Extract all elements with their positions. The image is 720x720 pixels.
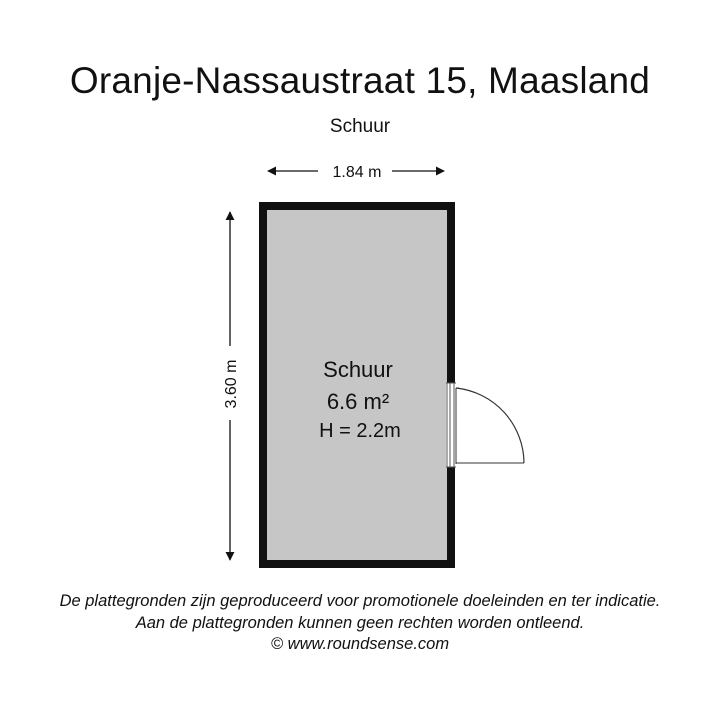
room-schuur [259, 202, 524, 568]
room-floor [267, 210, 447, 560]
height-label: 3.60 m [223, 359, 240, 409]
room-height: H = 2.2m [319, 420, 401, 442]
door-swing-icon [456, 388, 524, 464]
room-area: 6.6 m² [326, 389, 390, 414]
room-name: Schuur [323, 357, 393, 382]
disclaimer-line-1: De plattegronden zijn geproduceerd voor promotionele doeleinden en ter indicatie. [59, 592, 661, 610]
disclaimer-line-2: Aan de plattegronden kunnen geen rechten worden ontleend. [135, 613, 585, 632]
width-label: 1.84 m [332, 164, 382, 181]
height-dimension [223, 212, 240, 560]
floor-subtitle: Schuur [329, 116, 391, 137]
disclaimer [0, 591, 720, 656]
width-dimension [268, 164, 444, 181]
page-title: Oranje-Nassaustraat 15, Maasland [69, 60, 651, 101]
copyright-line: © www.roundsense.com [270, 635, 450, 653]
